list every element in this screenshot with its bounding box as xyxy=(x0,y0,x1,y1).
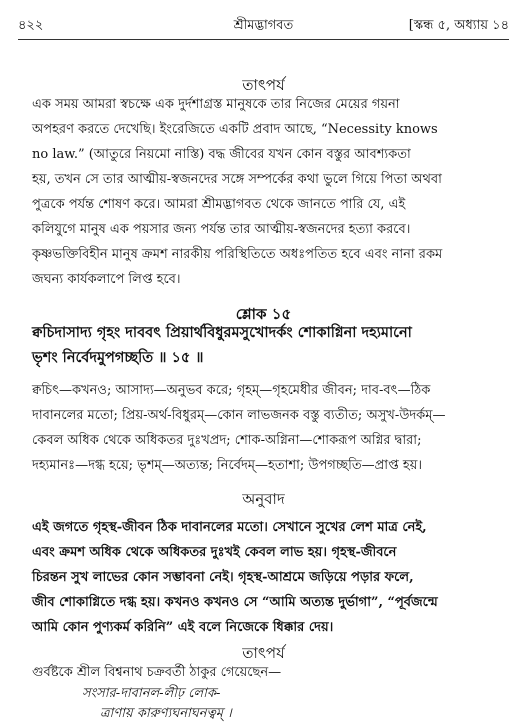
translation-line: এবং ক্রমশ অধিক থেকে অধিকতর দুঃখই কেবল লাভ হয়। গৃহস্থ-জীবনে xyxy=(32,545,397,560)
verse-heading: শ্লোক ১৫ xyxy=(235,305,292,323)
text-line: জঘন্য কার্যকলাপে লিপ্ত হবে। xyxy=(32,272,181,287)
page-number: ৪২২ xyxy=(18,18,44,33)
text-line: পুত্রকে পর্যন্ত শোষণ করে। আমরা শ্রীমদ্ভাগবত থেকে জানতে পারি যে, এই xyxy=(32,197,406,212)
poem-line: সংসার-দাবানল-লীঢ় লোক- xyxy=(82,686,221,701)
text-line: হয়, তখন সে তার আত্মীয়-স্বজনদের সঙ্গে সম্পর্কের কথা ভুলে গিয়ে পিতা অথবা xyxy=(32,172,442,187)
text-line: no law.” (আতুরে নিয়মো নাস্তি) বদ্ধ জীবের যখন কোন বস্তুর আবশ্যকতা xyxy=(32,147,411,162)
translation-line: জীব শোকাগ্নিতে দগ্ধ হয়। কখনও কখনও সে “আমি অত্যন্ত দুর্ভাগা”, “পূর্বজন্মে xyxy=(32,595,438,610)
purport-heading: তাৎপর্য xyxy=(242,76,285,94)
purport-heading-2: তাৎপর্য xyxy=(242,644,285,662)
text-line: এক সময় আমরা স্বচক্ষে এক দুর্দশাগ্রস্ত মানুষকে তার নিজের মেয়ের গয়না xyxy=(32,97,400,112)
translation-paragraph xyxy=(32,515,495,640)
synonym-line: দহ্যমানঃ—দগ্ধ হয়ে; ভৃশম্—অত্যন্ত; নির্বেদম্—হতাশা; উপগচ্ছতি—প্রাপ্ত হয়। xyxy=(32,458,423,473)
text-line: অপহরণ করতে দেখেছি। ইংরেজিতে একটি প্রবাদ আছে, “Necessity knows xyxy=(32,122,438,137)
purport-paragraph xyxy=(32,92,495,292)
chapter-reference: [স্কন্ধ ৫, অধ্যায় ১৪ xyxy=(408,18,509,33)
book-title: শ্রীমদ্ভাগবত xyxy=(233,18,294,33)
synonym-line: ক্বচিৎ—কখনও; আসাদ্য—অনুভব করে; গৃহম্—গৃহমেধীর জীবন; দাব-বৎ—ঠিক xyxy=(32,383,431,398)
synonym-line: কেবল অধিক থেকে অধিকতর দুঃখপ্রদ; শোক-অগ্নিনা—শোকরূপ অগ্নির দ্বারা; xyxy=(32,433,422,448)
translation-heading: অনুবাদ xyxy=(242,490,285,508)
poem-line: ত্রাণায় কারুণ্যঘনাঘনত্বম্ । xyxy=(100,706,232,721)
text-line: কলিযুগে মানুষ এক পয়সার জন্য পর্যন্ত তার আত্মীয়-স্বজনদের হত্যা করবে। xyxy=(32,222,411,237)
translation-line: চিরন্তন সুখ লাভের কোন সম্ভাবনা নেই। গৃহস্থ-আশ্রমে জড়িয়ে পড়ার ফলে, xyxy=(32,570,414,585)
verse-line: ক্বচিদাসাদ্য গৃহং দাববৎ প্রিয়ার্থবিধুরমসুখোদর্কং শোকাগ্নিনা দহ্যমানো xyxy=(32,324,412,341)
purport-intro-line: গুর্বষ্টকে শ্রীল বিশ্বনাথ চক্রবর্তী ঠাকুর গেয়েছেন— xyxy=(32,665,282,680)
running-header xyxy=(18,16,509,34)
verse-line: ভৃশং নির্বেদমুপগচ্ছতি ॥ ১৫ ॥ xyxy=(32,349,204,366)
synonym-line: দাবানলের মতো; প্রিয়-অর্থ-বিধুরম্—কোন লাভজনক বস্তু ব্যতীত; অসুখ-উদর্কম্— xyxy=(32,408,446,423)
text-line: কৃষ্ণভক্তিবিহীন মানুষ ক্রমশ নারকীয় পরিস্থিতিতে অধঃপতিত হবে এবং নানা রকম xyxy=(32,247,443,262)
sanskrit-verse xyxy=(32,320,495,370)
header-rule xyxy=(18,39,509,40)
translation-line: এই জগতে গৃহস্থ-জীবন ঠিক দাবানলের মতো। সেখানে সুখের লেশ মাত্র নেই, xyxy=(32,520,427,535)
translation-line: আমি কোন পুণ্যকর্ম করিনি” এই বলে নিজেকে ধিক্কার দেয়। xyxy=(32,620,334,635)
word-for-word-synonyms xyxy=(32,378,495,478)
